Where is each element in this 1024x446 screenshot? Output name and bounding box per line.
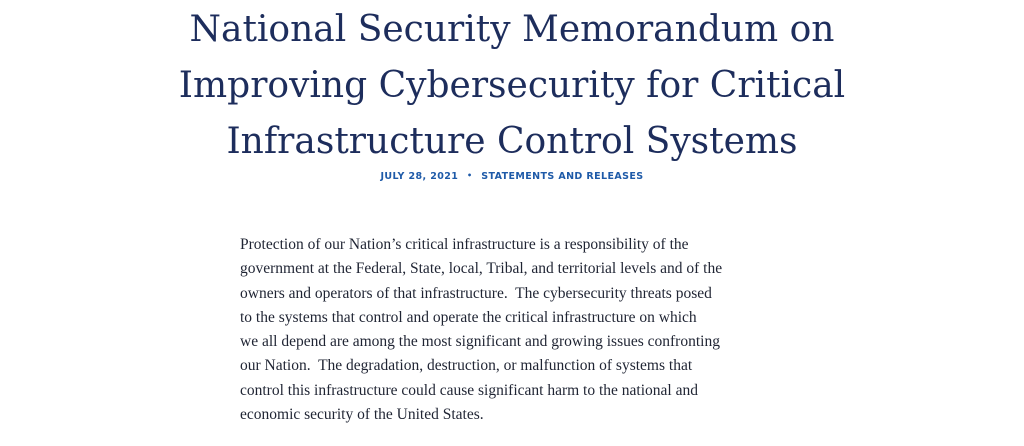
paragraph-line: owners and operators of that infrastructure. The cybersecurity threats posed xyxy=(240,284,712,302)
paragraph-line: economic security of the United States. xyxy=(240,406,484,424)
paragraph-line: we all depend are among the most significant and growing issues confronting xyxy=(240,333,720,351)
category-link[interactable]: STATEMENTS AND RELEASES xyxy=(481,171,644,182)
article-paragraph xyxy=(240,233,800,427)
page-title-line: Infrastructure Control Systems xyxy=(226,121,798,162)
page-title xyxy=(112,2,912,170)
paragraph-line: Protection of our Nation’s critical infrastructure is a responsibility of the xyxy=(240,236,689,253)
article-meta xyxy=(0,168,1024,185)
meta-separator: • xyxy=(467,171,473,180)
page-title-line: National Security Memorandum on xyxy=(189,9,835,50)
paragraph-line: our Nation. The degradation, destruction, or malfunction of systems that xyxy=(240,357,693,375)
paragraph-line: control this infrastructure could cause significant harm to the national and xyxy=(240,381,698,399)
publish-date: JULY 28, 2021 xyxy=(380,171,459,182)
paragraph-line: to the systems that control and operate the critical infrastructure on which xyxy=(240,308,697,326)
paragraph-line: government at the Federal, State, local, Tribal, and territorial levels and of the xyxy=(240,260,723,278)
page-title-line: Improving Cybersecurity for Critical xyxy=(178,65,846,106)
